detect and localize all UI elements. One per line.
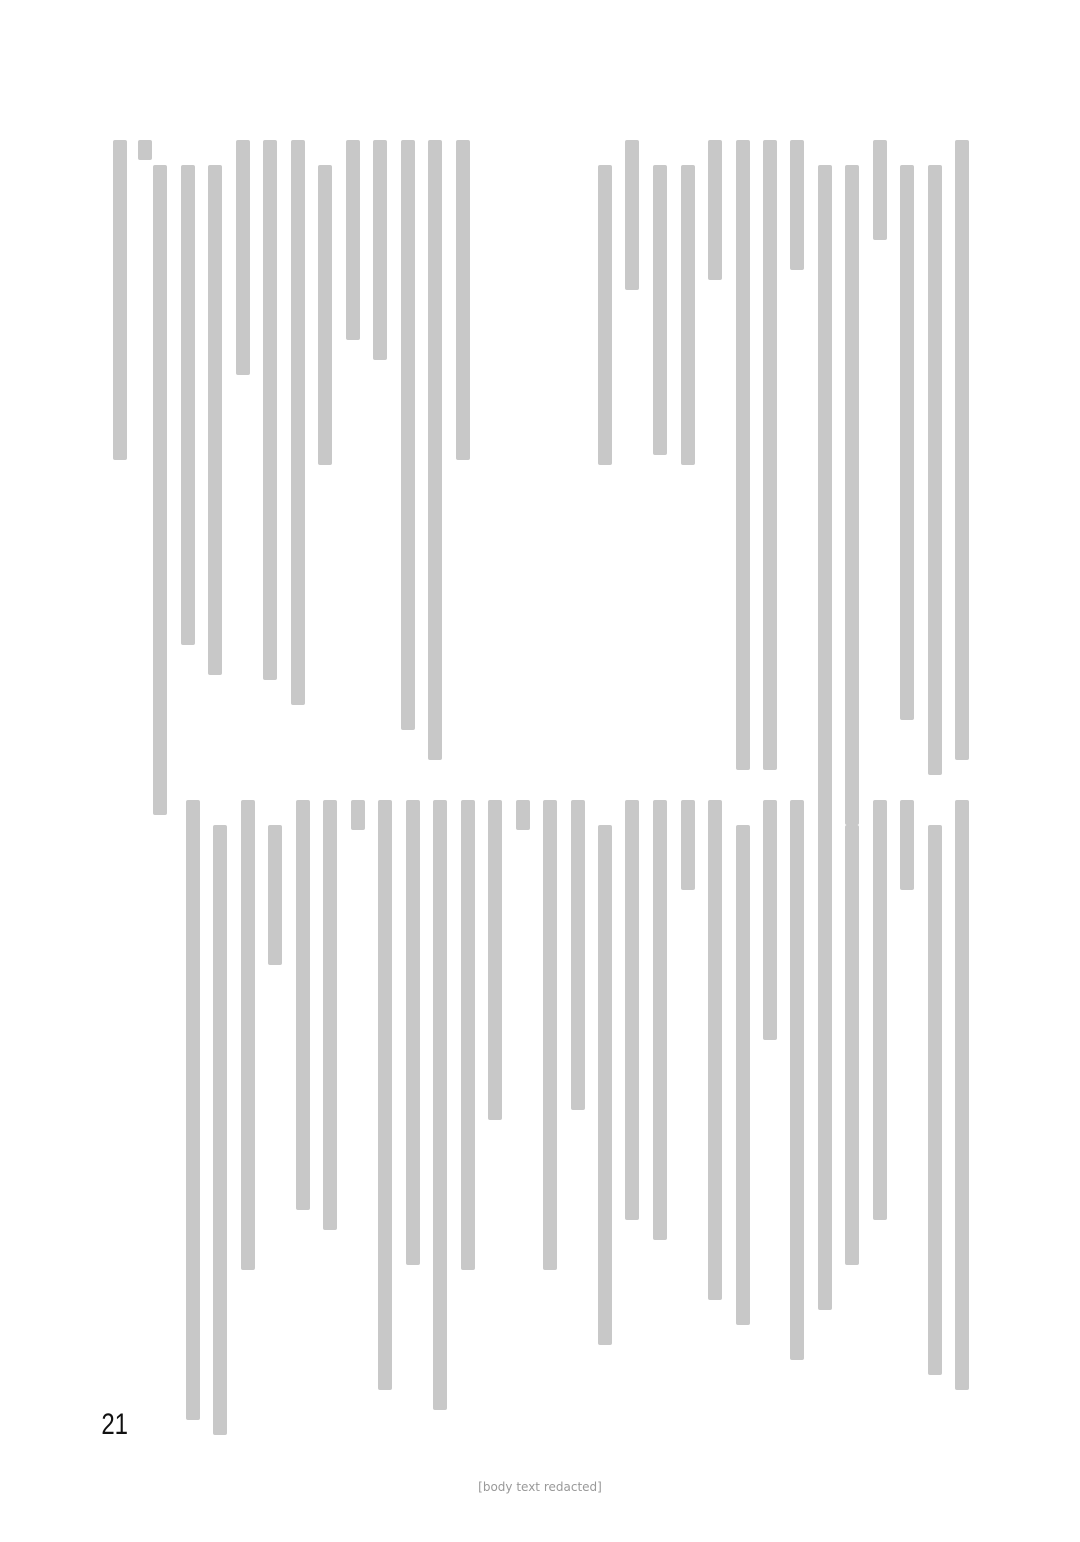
redacted-text-column [900, 165, 914, 720]
redacted-text-column [406, 800, 420, 1265]
redaction-notice: [body text redacted] [478, 1480, 602, 1494]
redacted-text-column [928, 825, 942, 1375]
redacted-text-column [625, 140, 639, 290]
redacted-text-column [708, 140, 722, 280]
redacted-text-column [598, 825, 612, 1345]
redacted-text-column [351, 800, 365, 830]
redacted-text-column [318, 165, 332, 465]
redacted-text-column [378, 800, 392, 1390]
redacted-text-column [736, 140, 750, 770]
redacted-text-column [138, 140, 152, 160]
redacted-text-column [461, 800, 475, 1270]
redacted-text-column [373, 140, 387, 360]
redacted-text-column [736, 825, 750, 1325]
redacted-text-column [456, 140, 470, 460]
page-number: 21 [101, 1408, 129, 1441]
redacted-text-column [598, 165, 612, 465]
redacted-text-column [241, 800, 255, 1270]
redacted-text-column [213, 825, 227, 1435]
redacted-text-column [153, 165, 167, 815]
redacted-text-column [296, 800, 310, 1210]
redacted-text-column [681, 800, 695, 890]
redacted-text-column [681, 165, 695, 465]
redacted-text-column [653, 800, 667, 1240]
redacted-text-column [955, 800, 969, 1390]
redacted-text-column [818, 165, 832, 825]
redacted-text-column [900, 800, 914, 890]
redacted-text-column [845, 825, 859, 1265]
redacted-text-column [873, 140, 887, 240]
redacted-text-column [763, 800, 777, 1040]
redacted-text-column [790, 140, 804, 270]
redacted-text-column [708, 800, 722, 1300]
redacted-text-column [401, 140, 415, 730]
redacted-text-column [181, 165, 195, 645]
redacted-text-column [113, 140, 127, 460]
redacted-text-column [928, 165, 942, 775]
redacted-text-column [625, 800, 639, 1220]
redacted-text-column [818, 800, 832, 1310]
redacted-text-column [433, 800, 447, 1410]
redacted-text-column [873, 800, 887, 1220]
redacted-text-column [323, 800, 337, 1230]
redacted-text-column [236, 140, 250, 375]
redacted-text-column [186, 800, 200, 1420]
redacted-text-column [543, 800, 557, 1270]
redacted-text-column [346, 140, 360, 340]
redacted-text-column [263, 140, 277, 680]
redacted-text-column [428, 140, 442, 760]
redacted-text-column [208, 165, 222, 675]
redacted-text-column [763, 140, 777, 770]
redacted-text-column [571, 800, 585, 1110]
redacted-text-column [653, 165, 667, 455]
redacted-text-column [488, 800, 502, 1120]
redacted-text-column [790, 800, 804, 1360]
redacted-text-column [291, 140, 305, 705]
redacted-text-column [845, 165, 859, 825]
redacted-text-column [268, 825, 282, 965]
redacted-text-column [516, 800, 530, 830]
redacted-text-column [955, 140, 969, 760]
